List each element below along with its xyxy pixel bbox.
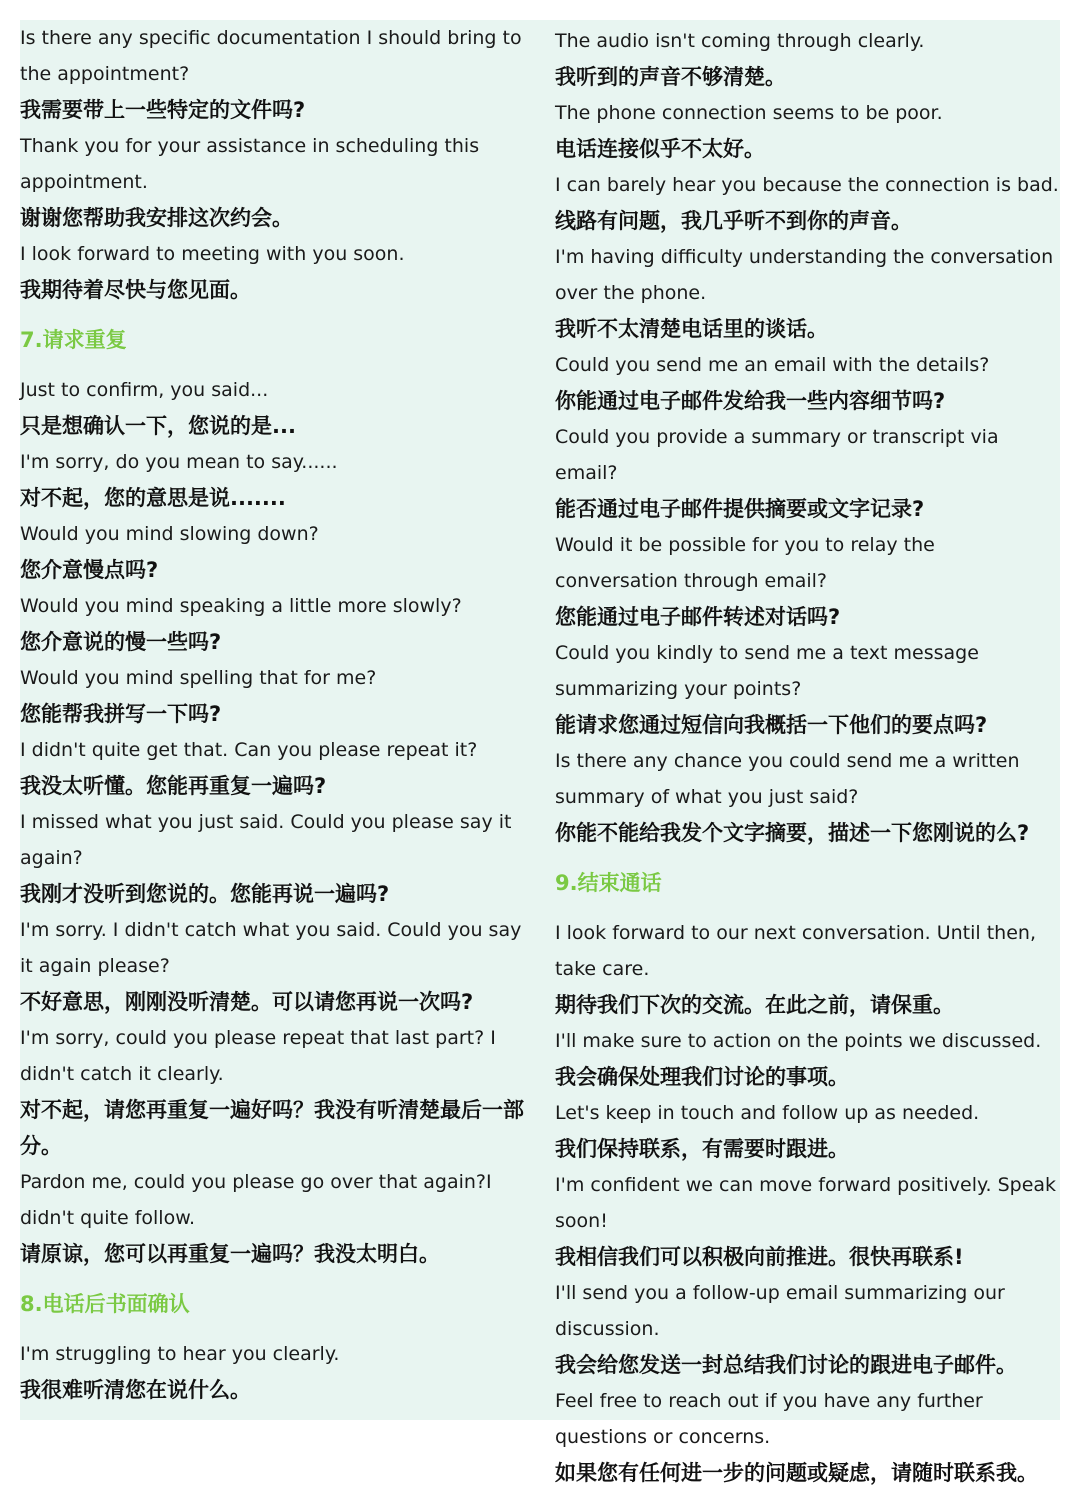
phrase-zh: 谢谢您帮助我安排这次约会。 — [20, 206, 293, 230]
phrase-zh: 期待我们下次的交流。在此之前，请保重。 — [555, 993, 954, 1017]
phrase-zh: 我刚才没听到您说的。您能再说一遍吗? — [20, 882, 390, 906]
phrase-zh: 我期待着尽快与您见面。 — [20, 278, 251, 302]
phrase-zh: 您介意说的慢一些吗? — [20, 630, 222, 654]
phrase-zh: 我会给您发送一封总结我们讨论的跟进电子邮件。 — [555, 1353, 1017, 1377]
intro-group — [20, 20, 535, 308]
document-page — [20, 20, 1060, 1485]
phrase-zh: 对不起，请您再重复一遍好吗？我没有听清楚最后一部分。 — [20, 1098, 524, 1158]
section-8-list — [20, 1336, 535, 1408]
phrase-zh: 你能通过电子邮件发给我一些内容细节吗? — [555, 389, 946, 413]
phrase-zh: 我很难听清您在说什么。 — [20, 1378, 251, 1402]
phrase-en: Could you send me an email with the details? — [555, 354, 990, 376]
phrase-zh: 我相信我们可以积极向前推进。很快再联系! — [555, 1245, 964, 1269]
phrase-en: Is there any specific documentation I should bring to the appointment? — [20, 27, 522, 85]
phrase-zh: 您能帮我拼写一下吗? — [20, 702, 222, 726]
phrase-en: Just to confirm, you said... — [20, 379, 269, 401]
phrase-en: I'm having difficulty understanding the conversation over the phone. — [555, 246, 1054, 304]
phrase-zh: 我听不太清楚电话里的谈话。 — [555, 317, 828, 341]
section-9-list — [555, 915, 1060, 1491]
phrase-zh: 能否通过电子邮件提供摘要或文字记录? — [555, 497, 925, 521]
phrase-zh: 只是想确认一下，您说的是... — [20, 414, 296, 438]
phrase-en: I'm sorry, do you mean to say...... — [20, 451, 338, 473]
phrase-zh: 不好意思，刚刚没听清楚。可以请您再说一次吗? — [20, 990, 474, 1014]
phrase-zh: 我会确保处理我们讨论的事项。 — [555, 1065, 849, 1089]
phrase-en: Would you mind slowing down? — [20, 523, 319, 545]
phrase-en: Would you mind speaking a little more slowly? — [20, 595, 462, 617]
phrase-en: Would you mind spelling that for me? — [20, 667, 377, 689]
section-8-continued-list — [555, 23, 1060, 851]
phrase-en: Pardon me, could you please go over that again?I didn't quite follow. — [20, 1171, 492, 1229]
phrase-zh: 请原谅，您可以再重复一遍吗？我没太明白。 — [20, 1242, 440, 1266]
left-column — [20, 20, 535, 1408]
phrase-en: I'm confident we can move forward positively. Speak soon! — [555, 1174, 1057, 1232]
phrase-zh: 我听到的声音不够清楚。 — [555, 65, 786, 89]
phrase-en: I can barely hear you because the connection is bad. — [555, 174, 1059, 196]
phrase-en: I missed what you just said. Could you please say it again? — [20, 811, 512, 869]
phrase-en: I look forward to our next conversation. Until then, take care. — [555, 922, 1036, 980]
section-heading-9: 9.结束通话 — [555, 871, 662, 895]
phrase-en: Feel free to reach out if you have any further questions or concerns. — [555, 1390, 983, 1448]
phrase-en: Would it be possible for you to relay the conversation through email? — [555, 534, 935, 592]
phrase-en: I didn't quite get that. Can you please repeat it? — [20, 739, 478, 761]
phrase-zh: 能请求您通过短信向我概括一下他们的要点吗? — [555, 713, 988, 737]
phrase-zh: 您介意慢点吗? — [20, 558, 159, 582]
phrase-en: I'm sorry. I didn't catch what you said. Could you say it again please? — [20, 919, 522, 977]
phrase-en: I'm sorry, could you please repeat that last part? I didn't catch it clearly. — [20, 1027, 496, 1085]
phrase-zh: 电话连接似乎不太好。 — [555, 137, 765, 161]
phrase-zh: 您能通过电子邮件转述对话吗? — [555, 605, 841, 629]
phrase-en: Is there any chance you could send me a written summary of what you just said? — [555, 750, 1020, 808]
phrase-zh: 线路有问题，我几乎听不到你的声音。 — [555, 209, 912, 233]
section-7-list — [20, 372, 535, 1272]
right-column — [555, 23, 1060, 1491]
section-heading-7: 7.请求重复 — [20, 328, 127, 352]
phrase-zh: 如果您有任何进一步的问题或疑虑，请随时联系我。 — [555, 1461, 1038, 1485]
phrase-zh: 我们保持联系，有需要时跟进。 — [555, 1137, 849, 1161]
section-heading-8: 8.电话后书面确认 — [20, 1292, 190, 1316]
phrase-en: I'll make sure to action on the points we discussed. — [555, 1030, 1042, 1052]
phrase-en: Let's keep in touch and follow up as needed. — [555, 1102, 980, 1124]
phrase-en: I'm struggling to hear you clearly. — [20, 1343, 340, 1365]
phrase-en: I'll send you a follow-up email summarizing our discussion. — [555, 1282, 1005, 1340]
phrase-en: Could you provide a summary or transcript via email? — [555, 426, 999, 484]
phrase-en: The phone connection seems to be poor. — [555, 102, 943, 124]
phrase-en: The audio isn't coming through clearly. — [555, 30, 925, 52]
phrase-zh: 你能不能给我发个文字摘要，描述一下您刚说的么? — [555, 821, 1030, 845]
phrase-zh: 对不起，您的意思是说....... — [20, 486, 286, 510]
phrase-zh: 我需要带上一些特定的文件吗? — [20, 98, 306, 122]
phrase-en: Could you kindly to send me a text message summarizing your points? — [555, 642, 979, 700]
phrase-zh: 我没太听懂。您能再重复一遍吗? — [20, 774, 327, 798]
phrase-en: I look forward to meeting with you soon. — [20, 243, 405, 265]
phrase-en: Thank you for your assistance in scheduling this appointment. — [20, 135, 480, 193]
